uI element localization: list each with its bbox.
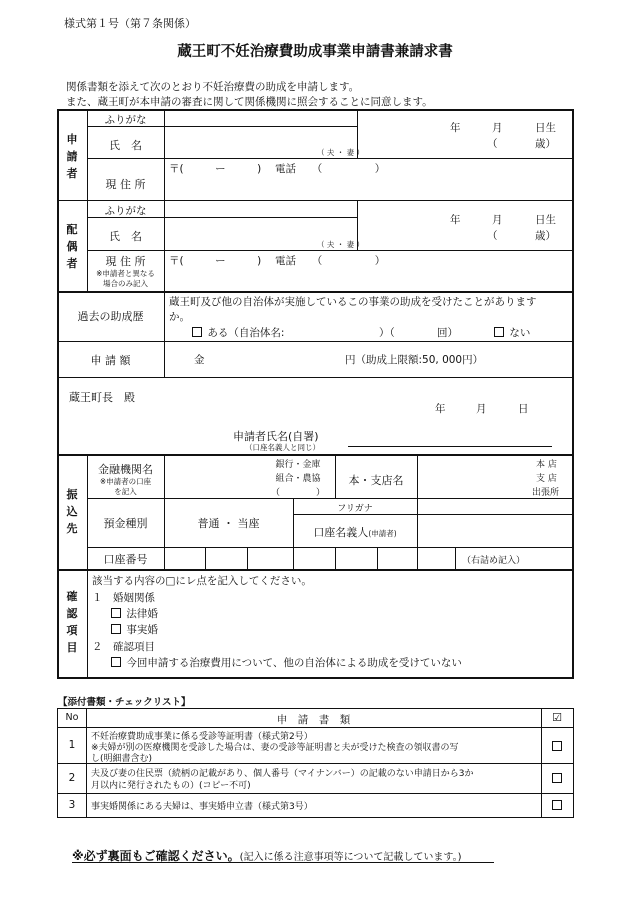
mayor-address: 蔵王町長 殿 <box>69 391 135 404</box>
applicant-section-label: 申 請 者 <box>66 133 78 180</box>
spouse-dob-year: 年 <box>450 214 461 226</box>
right-justify-note: （右詰め記入） <box>462 556 526 566</box>
bank-note-2: を記入 <box>114 487 137 496</box>
past-no-option[interactable] <box>494 325 530 340</box>
amount-kin: 金 <box>194 354 205 366</box>
rule <box>293 514 574 515</box>
row-line-1: 事実婚関係にある夫婦は、事実婚申立書（様式第3号） <box>91 802 313 812</box>
rule <box>87 158 574 159</box>
spouse-section-label: 配 偶 者 <box>66 223 78 270</box>
spouse-dob-day: 日生 <box>535 214 556 226</box>
spouse-name-label: 氏 名 <box>109 230 142 243</box>
intro-line-2: また、蔵王町が本申請の審査に関して関係機関に照会することに同意します。 <box>66 96 433 108</box>
signature-line[interactable] <box>348 446 552 447</box>
spouse-address-label: 現 住 所 <box>105 255 146 268</box>
applicant-furigana-label: ふりがな <box>104 114 147 126</box>
account-number-label: 口座番号 <box>103 553 148 566</box>
confirm-section-label: 確 認 項 目 <box>66 590 78 654</box>
amount-label: 申 請 額 <box>90 354 131 367</box>
checklist-heading: 【添付書類・チェックリスト】 <box>58 697 191 708</box>
acct-box-divider <box>377 547 378 569</box>
checkbox-icon[interactable] <box>192 327 202 337</box>
past-question-line-1: 蔵王町及び他の自治体が実施しているこの事業の助成を受けたことがあります <box>169 296 537 308</box>
holder-furigana-label: フリガナ <box>337 504 373 514</box>
checkbox-icon[interactable] <box>111 624 121 634</box>
rule <box>57 454 574 456</box>
past-close-paren: ）（ <box>379 327 395 339</box>
checklist-table <box>57 708 574 818</box>
applicant-name-label: 氏 名 <box>109 139 142 152</box>
spouse-age-close: 歳） <box>535 230 556 242</box>
applicant-tel: 電話 （ ） <box>275 163 386 175</box>
spouse-address-note-1: ※申請者と異なる <box>96 269 155 278</box>
rule <box>57 341 574 342</box>
applicant-age-close: 歳） <box>535 138 556 150</box>
past-yes-label: ある（自治体名: <box>207 327 285 339</box>
confirm-item-2a[interactable] <box>111 655 462 670</box>
checkbox-icon[interactable] <box>552 741 562 751</box>
acct-box-divider <box>247 547 248 569</box>
checklist-col-doc: 申 請 書 類 <box>276 714 351 726</box>
checklist-col-no: No <box>65 712 79 723</box>
applicant-husband-wife: （ 夫 ・ 妻 ） <box>317 148 365 157</box>
holder-label-text: 口座名義人 <box>313 526 369 539</box>
checkbox-icon[interactable] <box>111 608 121 618</box>
past-times: 回） <box>437 327 458 339</box>
no-other-subsidy-label: 今回申請する治療費用について、他の自治体による助成を受けていない <box>126 657 462 669</box>
rule <box>57 569 574 571</box>
sign-month: 月 <box>476 403 487 415</box>
rule <box>87 547 574 548</box>
past-subsidy-label: 過去の助成歴 <box>77 310 144 323</box>
row-line-2: 月以内に発行されたもの）(コピー不可) <box>91 781 251 791</box>
applicant-dob-month: 月 <box>492 122 503 134</box>
holder-label <box>293 524 417 540</box>
checkbox-icon[interactable] <box>111 657 121 667</box>
row-line-2: ※夫婦が別の医療機関を受診した場合は、妻の受診等証明書と夫が受けた検査の領収書の写 <box>91 743 459 753</box>
spouse-husband-wife: （ 夫 ・ 妻 ） <box>317 240 365 249</box>
form-title: 蔵王町不妊治療費助成事業申請書兼請求書 <box>177 44 453 60</box>
spouse-tel: 電話 （ ） <box>275 255 386 267</box>
rule <box>87 250 574 251</box>
applicant-address-label: 現 住 所 <box>105 178 146 191</box>
rule <box>58 727 573 728</box>
de-facto-marriage-label: 事実婚 <box>126 624 158 636</box>
form-reference: 様式第１号（第７条関係） <box>64 17 196 30</box>
bank-types-1: 銀行・金庫 <box>275 460 321 470</box>
sign-day: 日 <box>518 403 529 415</box>
row-no: 1 <box>68 739 76 751</box>
row-line-1: 不妊治療費助成事業に係る受診等証明書（様式第2号） <box>91 732 313 742</box>
acct-box-divider <box>293 547 294 569</box>
rule <box>87 498 574 499</box>
bank-types-2: 組合・農協 <box>275 474 321 484</box>
bank-note-1: ※申請者の口座 <box>99 477 152 486</box>
signer-name-note: （口座名義人と同じ） <box>245 443 320 452</box>
spouse-postal: 〒( ー ) <box>169 255 262 267</box>
applicant-dob-day: 日生 <box>535 122 556 134</box>
holder-note: (申請者) <box>368 529 397 538</box>
rule <box>164 109 165 200</box>
spouse-dob-month: 月 <box>492 214 503 226</box>
branch-types-2: 支 店 <box>536 474 557 484</box>
transfer-section-label: 振 込 先 <box>66 488 78 535</box>
rule <box>417 454 418 498</box>
checkbox-icon[interactable] <box>494 327 504 337</box>
footer-underline <box>72 862 494 863</box>
past-no-label: ない <box>509 327 531 339</box>
sign-year: 年 <box>435 403 446 415</box>
branch-types-1: 本 店 <box>536 460 557 470</box>
rule <box>57 377 574 378</box>
signer-name-label: 申請者氏名(自署) <box>233 430 319 443</box>
rule <box>164 454 165 569</box>
amount-yen: 円（助成上限額:50, 000円） <box>345 354 484 366</box>
account-type-options[interactable]: 普通 ・ 当座 <box>197 517 260 530</box>
applicant-dob-year: 年 <box>450 122 461 134</box>
acct-box-divider <box>417 547 418 569</box>
confirm-item-1a[interactable] <box>111 606 158 621</box>
applicant-age-open: （ <box>487 138 498 150</box>
bank-name-label: 金融機関名 <box>98 463 153 476</box>
footer-note-normal: (記入に係る注意事項等について記載しています。) <box>239 852 462 863</box>
rule <box>417 498 418 547</box>
applicant-postal: 〒( ー ) <box>169 163 262 175</box>
row-line-3: し(明細書含む) <box>91 754 153 764</box>
past-question-line-2: か。 <box>169 311 190 323</box>
account-type-label: 預金種別 <box>103 517 148 530</box>
rule <box>164 200 165 291</box>
acct-box-divider <box>205 547 206 569</box>
checklist-col-check-icon: ☑ <box>552 711 562 724</box>
rule <box>57 200 574 201</box>
branch-label: 本・支店名 <box>348 474 404 487</box>
footer-note-bold: ※必ず裏面もご確認ください。 <box>72 849 240 863</box>
rule <box>57 291 574 293</box>
confirm-item-2: ２ 確認項目 <box>92 641 155 653</box>
rule <box>164 341 165 377</box>
intro-line-1: 関係書類を添えて次のとおり不妊治療費の助成を申請します。 <box>66 81 360 93</box>
spouse-address-note-2: 場合のみ記入 <box>103 279 148 288</box>
spouse-age-open: （ <box>487 230 498 242</box>
bank-types-3: （ ） <box>270 488 325 498</box>
legal-marriage-label: 法律婚 <box>126 608 158 620</box>
rule <box>58 793 573 794</box>
confirm-item-1: １ 婚姻関係 <box>92 592 155 604</box>
checkbox-icon[interactable] <box>552 800 562 810</box>
branch-types-3: 出張所 <box>532 488 560 498</box>
row-no: 3 <box>68 799 76 811</box>
row-line-1: 夫及び妻の住民票（続柄の記載があり、個人番号（マイナンバー）の記載のない申請日から3か <box>91 769 474 779</box>
confirm-item-1b[interactable] <box>111 622 158 637</box>
checkbox-icon[interactable] <box>552 773 562 783</box>
acct-box-divider <box>455 547 456 569</box>
spouse-furigana-label: ふりがな <box>104 205 147 217</box>
row-no: 2 <box>68 772 76 784</box>
acct-box-divider <box>335 547 336 569</box>
application-form <box>57 109 574 679</box>
confirm-instruction: 該当する内容の□にレ点を記入してください。 <box>92 575 312 587</box>
past-yes-option[interactable] <box>192 325 284 340</box>
rule <box>87 569 88 677</box>
